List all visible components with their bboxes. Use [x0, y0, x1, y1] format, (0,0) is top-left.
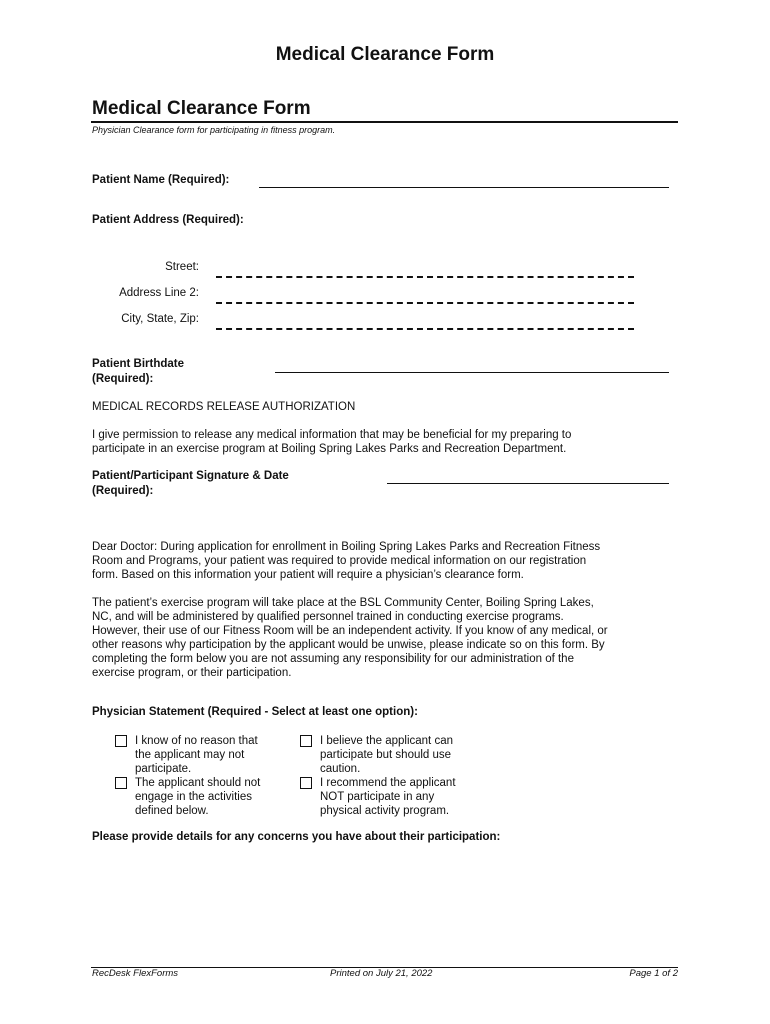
option-not-participate-label — [320, 776, 470, 818]
release-heading: MEDICAL RECORDS RELEASE AUTHORIZATION — [92, 401, 356, 413]
release-text-line: participate in an exercise program at Boiling Spring Lakes Parks and Recreation Department. — [92, 443, 567, 455]
paragraph-line: Room and Programs, your patient was required to provide medical information on our registration — [92, 555, 587, 567]
paragraph-line: The patient’s exercise program will take place at the BSL Community Center, Boiling Spring Lakes, — [92, 597, 594, 609]
patient-name-label: Patient Name (Required): — [92, 174, 230, 186]
birthdate-label — [92, 357, 184, 387]
patient-address-label: Patient Address (Required): — [92, 214, 244, 226]
option-caution-checkbox[interactable] — [300, 735, 312, 747]
option-line: participate. — [135, 763, 192, 775]
page-title: Medical Clearance Form — [275, 44, 495, 65]
option-line: The applicant should not — [135, 777, 261, 789]
paragraph-line: form. Based on this information your patient will require a physician’s clearance form. — [92, 569, 524, 581]
paragraph-line: completing the form below you are not assuming any responsibility for our administration of the — [92, 653, 574, 665]
option-no-reason-checkbox[interactable] — [115, 735, 127, 747]
option-line: I believe the applicant can — [320, 735, 453, 747]
paragraph-line: Dear Doctor: During application for enrollment in Boiling Spring Lakes Parks and Recreation Fitness — [92, 541, 601, 553]
physician-statement-label: Physician Statement (Required - Select at least one option): — [92, 706, 418, 718]
patient-name-field[interactable] — [259, 187, 669, 188]
option-not-participate-checkbox[interactable] — [300, 777, 312, 789]
footer-brand: RecDesk FlexForms — [92, 968, 179, 979]
signature-field[interactable] — [387, 483, 669, 484]
option-should-not-engage-label — [135, 776, 285, 818]
street-label: Street: — [165, 261, 199, 273]
birthdate-label-line1: Patient Birthdate — [92, 358, 185, 370]
address-line2-label: Address Line 2: — [119, 287, 199, 299]
city-state-zip-field[interactable] — [216, 328, 634, 330]
option-line: I know of no reason that — [135, 735, 258, 747]
footer-page-number: Page 1 of 2 — [629, 968, 678, 979]
paragraph-line: other reasons why participation by the applicant would be unwise, please indicate so on this form. By — [92, 639, 605, 651]
option-line: the applicant may not — [135, 749, 245, 761]
title-divider — [91, 121, 678, 123]
release-text-line: I give permission to release any medical information that may be beneficial for my preparing to — [92, 429, 572, 441]
paragraph-line: NC, and will be administered by qualified personnel trained in conducting exercise programs. — [92, 611, 564, 623]
signature-label — [92, 469, 289, 499]
program-paragraph — [92, 596, 608, 680]
paragraph-line: exercise program, or their participation. — [92, 667, 292, 679]
footer-printed-date: Printed on July 21, 2022 — [330, 968, 433, 979]
birthdate-label-line2: (Required): — [92, 373, 154, 385]
option-no-reason-label — [135, 734, 285, 776]
form-title: Medical Clearance Form — [92, 98, 311, 119]
form-subtitle: Physician Clearance form for participating in fitness program. — [92, 125, 336, 135]
birthdate-field[interactable] — [275, 372, 669, 373]
option-should-not-engage-checkbox[interactable] — [115, 777, 127, 789]
option-line: engage in the activities — [135, 791, 252, 803]
option-line: caution. — [320, 763, 361, 775]
concerns-field[interactable] — [92, 850, 678, 950]
option-line: I recommend the applicant — [320, 777, 456, 789]
signature-label-line2: (Required): — [92, 485, 154, 497]
concerns-label: Please provide details for any concerns you have about their participation: — [92, 831, 501, 843]
release-text — [92, 428, 571, 456]
address-line2-field[interactable] — [216, 302, 634, 304]
option-line: defined below. — [135, 805, 209, 817]
option-caution-label — [320, 734, 470, 776]
street-field[interactable] — [216, 276, 634, 278]
signature-label-line1: Patient/Participant Signature & Date — [92, 470, 289, 482]
option-line: participate but should use — [320, 749, 452, 761]
city-state-zip-label: City, State, Zip: — [121, 313, 199, 325]
option-line: NOT participate in any — [320, 791, 435, 803]
option-line: physical activity program. — [320, 805, 450, 817]
paragraph-line: However, their use of our Fitness Room will be an independent activity. If you know of any medical, or — [92, 625, 608, 637]
doctor-paragraph — [92, 540, 600, 582]
